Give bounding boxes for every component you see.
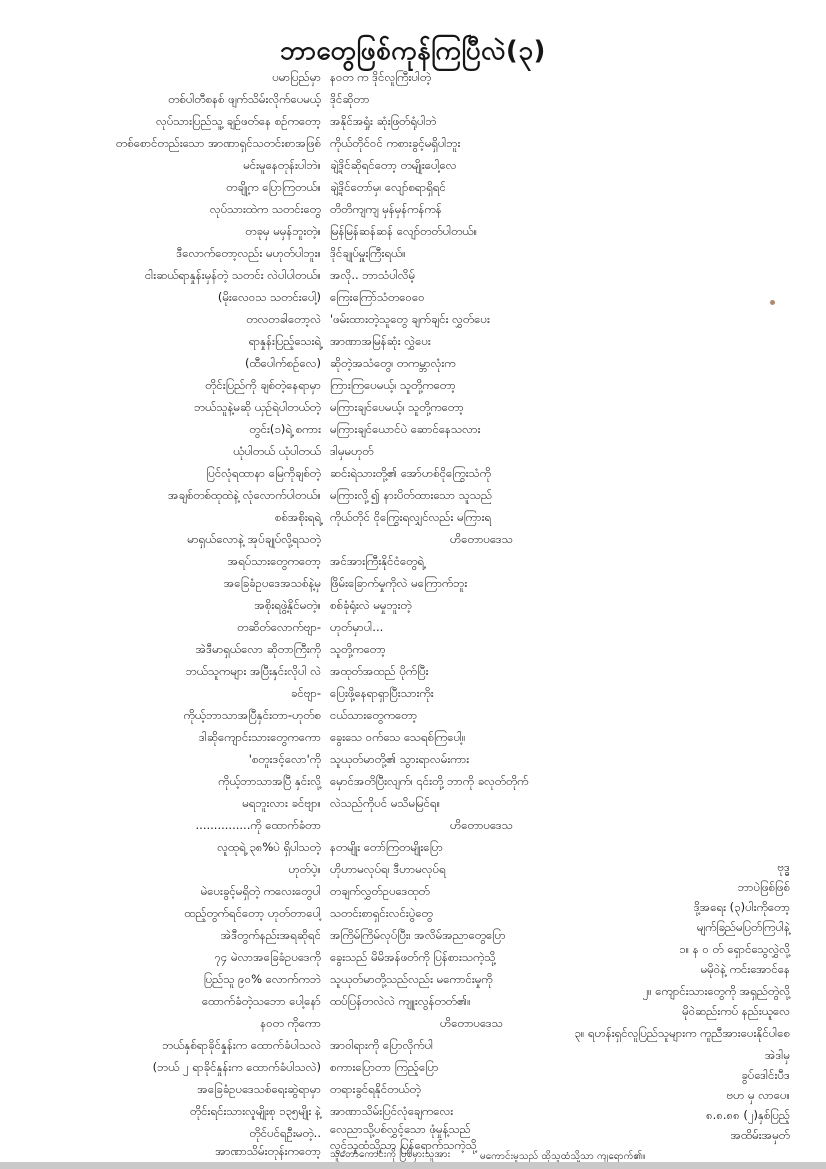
left-line: ...............ကို ထောက်ခံတာ (195, 818, 321, 832)
middle-line: လေညာသို့ပစ်လွှင့်သော ဖုံမှုန့်သည် (330, 1122, 471, 1136)
left-line: ပြည်သူ ၉၀% လောက်ကဘဲ (203, 972, 321, 986)
left-line: (ဘယ် ၂ ရာခိုင်နှုန်းက ထောက်ခံပါသလဲ) (152, 1060, 321, 1074)
right-line: မိုဝဲဆည်းကပ် နည်းယူလေ (682, 1004, 790, 1018)
left-line: ထည့်တွက်ရင်တော့ ဟုတ်တာပေါ့ (184, 906, 321, 920)
right-line: မျက်ခြည်မပြတ်ကြပါနဲ့ (696, 920, 790, 934)
middle-line: မကောင်းမှုသည် ထိုသူထံသို့သာ ကျရောက်၏။ (480, 1151, 646, 1162)
middle-line: သူယုတ်မာတို့၏ သွားရာလမ်းကား (330, 752, 470, 766)
middle-line: 'ဖမ်းထားတဲ့သူတွေ ချက်ချင်း လွှတ်ပေး (330, 312, 490, 326)
middle-line: အနိုင်အရှုံး ဆုံးဖြတ်ရုံပါဘဲ (330, 114, 437, 128)
middle-line: ကြေးကြော်သံတဝေဝေ (330, 290, 425, 304)
middle-line: မကြားလို့၍ နားပိတ်ထားသော သူသည် (330, 488, 493, 502)
left-line: ယုံပါတယ် ယုံပါတယ် (233, 444, 321, 458)
right-line: ဗဟ မှ လာပေ။ (726, 1088, 790, 1102)
page-title: ဘာတွေဖြစ်ကုန်ကြပြီလဲ(၃) (280, 36, 546, 66)
left-line: တစ်စောင်တည်းသော အာဏာရှင်သတင်းစာအဖြစ် (116, 136, 321, 150)
middle-line: လဲသည်ကိုပင် မသိမမြင်ရ။ (330, 796, 441, 810)
left-line: ကိုယ့်ဘာသာအပြီနှင်းတာ-ဟုတ်စ (183, 708, 321, 722)
middle-line: သူတော်ကောင်းကို ပြစ်မှားသူအား (330, 1149, 451, 1160)
middle-line: ဆိုတဲ့အသံတွေ၊ တကမ္ဘာလုံးက (330, 356, 456, 370)
middle-line: တချက်လွှတ်ဥပဒေထုတ် (330, 884, 430, 898)
middle-line: ဒိုင်ဆိုတာ (330, 92, 370, 106)
left-line: တဆိတ်လောက်ဗျာ- (237, 620, 321, 634)
left-line: အချစ်တစ်ထုထဲနဲ့ လုံလောက်ပါတယ်။ (168, 488, 321, 502)
middle-line: ချဲ့ဒိုင်ဆိုရင်တော့ တမျိုးပေါ့လေ (330, 158, 457, 172)
left-line: တွင်း(၁)ရဲ့ စကား (249, 422, 321, 436)
left-line: လုပ်သားထဲက သတင်းတွေ (209, 202, 321, 216)
middle-line: ကိုယ်တိုင်ဝင် ကစားခွင့်မရှိပါဘူး (330, 136, 461, 150)
right-line: ၂။ ကျောင်းသားတွေကို အရှည်တွဲလို့ (642, 984, 790, 998)
right-line: အဲဒါမှ (764, 1048, 790, 1062)
left-line: မရဘူးလား ခင်ဗျာ။ (242, 796, 321, 810)
left-line: (မိုးလေဝသ သတင်းပေါ့) (217, 290, 321, 304)
left-line: တချို့က ပြောကြတယ်။ (226, 180, 321, 194)
left-line: အစိုးရဖွဲ့နိုင်မတဲ့။ (254, 598, 321, 612)
middle-line: လွင့်သူထံသို့သာ ပြန်ရောက်သကဲ့သို့ (330, 1138, 477, 1152)
left-line: ကိုယ့်ဘာသာအပြီ နှင်းလို့ (218, 774, 321, 788)
middle-line: မကြားချင်ပေမယ့်၊ သူတို့ကတော့ (330, 400, 464, 414)
left-line: စစ်အစိုးရရဲ့ (274, 510, 321, 524)
right-column (470, 0, 790, 1169)
middle-line: စကားပြောတာ ကြည့်ပြော (330, 1060, 439, 1074)
left-line: ဒီလောက်တော့လည်း မဟုတ်ပါဘူး။ (176, 246, 321, 260)
left-line: အဲဒီတွက်နည်းအရဆိုရင် (220, 928, 321, 942)
left-line: တလတခါတော့လဲ (246, 312, 321, 326)
left-line: တိုင်းရင်းသားလူမျိုးစု ၁၃၅မျိုး နဲ့ (189, 1104, 321, 1118)
left-line: အခြေခံဥပဒေသစ်ရေးဆွဲရာမှာ (197, 1082, 321, 1096)
middle-line: မြန်မြန်ဆန်ဆန် လျော်တတ်ပါတယ်။ (330, 224, 478, 238)
middle-line: ချဲ့ဒိုင်တော်မှ၊ လျော်စရာရှိရင် (330, 180, 446, 194)
paper-mark (770, 300, 775, 305)
left-line: တခုမှ မမှန်ဘူးတဲ့။ (245, 224, 321, 238)
middle-line: သတင်းစာရှင်းလင်းပွဲတွေ (330, 906, 433, 920)
middle-line: ဒိုင်ချုပ်မှူးကြီးရယ်။ (330, 246, 406, 260)
middle-line: အာဏာအမြန်ဆုံး လွှဲပေး (330, 334, 431, 348)
left-line: ၇၄ မဲလာအခြေခံဥပဒေကို (214, 950, 321, 964)
middle-line: ခွေးသေ ဝက်သေ သေရစ်ကြပေါ့။ (330, 730, 466, 744)
left-line: ဒါဆိုကျောင်းသားတွေကကော (198, 730, 321, 744)
middle-line: ထပ်ပြန်တလဲလဲ ကျူးလွန်တတ်၏။ (330, 994, 471, 1008)
left-line: ပမာပြည်မှာ (272, 70, 321, 84)
left-line: အခြေခံဥပဒေအသစ်နဲ့မှ (223, 576, 321, 590)
middle-line: မကြားချင်ယောင်ပဲ ဆောင်နေသလား (330, 422, 481, 436)
left-column (40, 0, 321, 1169)
left-line: ဟုတ်ပဲ့။ (288, 862, 321, 876)
middle-line: သူယုတ်မာတို့သည်လည်း မကောင်းမှုကို (330, 972, 493, 986)
middle-line: အလို.. ဘာသံပါလိမ့် (330, 268, 416, 282)
left-line: မဲပေးခွင့်မရှိတဲ့ ကလေးတွေပါ (200, 884, 321, 898)
left-line: ဘယ်သူနဲ့မဆို ယှဥ်ရဲပါတယ်တဲ့ (194, 400, 321, 414)
middle-line: စစ်ခုံရုံးလဲ မမှုဘူးတဲ့ (330, 598, 412, 612)
right-line: ၁။ န ၀ တ် ရှောင်သွေလွှဲလို့ (679, 942, 790, 956)
left-line: ဘယ်သူကများ အပြီးနှင်းလိုပါ လဲ (185, 664, 321, 678)
middle-line: ပြေးဖို့နေရာရှာပြီးသားကိုး (330, 686, 434, 700)
left-line: ရာနှုန်းပြည့်သေးရဲ့ (248, 334, 321, 348)
middle-line: ဆင်းရဲသားတို့၏ အော်ဟစ်ငိုကြွေးသံကို (330, 466, 492, 480)
right-line: ခွပ်ဒေါင်းပီဒ (741, 1068, 790, 1082)
middle-line: အင်အားကြီးနိုင်ငံတွေရဲ့ (330, 554, 424, 568)
middle-line: မှောင်အတိပြီးလျက်၊ ၎င်းတို့ ဘာကို ခလုတ်တိုက် (330, 774, 529, 788)
left-line: တစ်ပါတီစနစ် ဖျက်သိမ်းလိုက်ပေမယ့် (168, 92, 321, 106)
middle-line: ဖြိမ်းခြောက်မှုကိုလဲ မကြောက်ဘူး (330, 576, 468, 590)
middle-line: တိတိကျကျ မှန်မှန်ကန်ကန် (330, 202, 442, 216)
middle-line: ဟိုဟာမလုပ်ရ၊ ဒီဟာမလုပ်ရ (330, 862, 446, 876)
left-line: ပြင်လုံရထာနာ မြေကိုချစ်တဲ့ (206, 466, 321, 480)
middle-line: အထုတ်အထည် ပိုက်ပြီး (330, 664, 429, 678)
right-line: ဘာပဲဖြစ်ဖြစ် (737, 880, 790, 894)
left-line: ထောက်ခံတဲ့သဘော ပေါ့နော် (201, 994, 321, 1008)
left-line: အာဏာသိမ်းတုန်းကတော့ (215, 1144, 321, 1158)
middle-line: ကြားကြပေမယ့်၊ သူတို့ကတော့ (330, 378, 456, 392)
middle-line: ဟုတ်မှာပါ... (330, 620, 384, 634)
quote-source: ဟိတောပဒေသ (440, 1016, 503, 1030)
date-line: ၈.၈.၈၈ (၂)နှစ်ပြည့် (706, 1108, 790, 1122)
middle-line: အကြိမ်ကြိမ်လုပ်ပြီး၊ အလိမ်အညာတွေပြော (330, 928, 506, 942)
left-line: 'စတူးဒင့်လော'ကို (248, 752, 321, 766)
middle-line: အာဝါရားကို ပြောလိုက်ပါ (330, 1038, 434, 1052)
left-line: တိုင်းပြည်ကို ချစ်တဲ့နေရာမှာ (205, 378, 321, 392)
left-line: တိုင်ပင်ရဦးမတဲ့.. (249, 1126, 321, 1140)
left-line: ဘယ်နှစ်ရာခိုင်နှုန်းက ထောက်ခံပါသလဲ (162, 1038, 321, 1052)
middle-line: တရားခွင်ရနိုင်တယ်တဲ့ (330, 1082, 421, 1096)
right-line: မမိုဝဲနဲ့ ကင်းအောင်နေ (700, 962, 790, 976)
middle-line: ဒါမှမဟုတ် (330, 444, 374, 458)
middle-line: ငယ်သားတွေကတော့ (330, 708, 418, 722)
left-line: အဲဒီမာရှယ်လော ဆိုတာကြီးကို (195, 642, 321, 656)
right-line: ဒို့အရေး (၃)ပါးကိုတော့ (693, 900, 790, 914)
left-line: နဝတ ကိုကော (260, 1016, 321, 1030)
middle-line: အာဏာသိမ်းပြင်လုံချေကလေး (330, 1104, 454, 1118)
left-line: (ထီပေါက်စဥ်လေ) (244, 356, 321, 370)
page-bottom-edge (0, 1162, 826, 1169)
middle-line: သူတို့ကတော့ (330, 642, 386, 656)
left-line: ခင်ဗျာ- (290, 686, 321, 700)
middle-line: ခွေးသည် မိမိအန်ဖတ်ကို ပြန်စားသကဲ့သို့ (330, 950, 496, 964)
middle-line: ကိုယ်တိုင် ငိုကြွေးရလျှင်လည်း မကြားရ (330, 510, 492, 524)
quote-source: ဟိတောပဒေသ (450, 818, 513, 832)
left-line: မင်းမူနေတုန်းပါဘဲ။ (243, 158, 321, 172)
middle-line: နဝတ က ဒိုင်လူကြီးပါတဲ့ (330, 70, 432, 84)
left-line: လူထုရဲ့ ၃၈%ပဲ ရှိပါသတဲ့ (217, 840, 321, 854)
left-line: ငါးဆယ်ရာနှုန်းမှန်တဲ့ သတင်း လဲပါပါတယ်။ (144, 268, 321, 282)
quote-source: ဟိတောပဒေသ (450, 532, 513, 546)
left-line: အရပ်သားတွေကတော့ (227, 554, 321, 568)
right-line: ၃။ ရဟန်းရှင်လူပြည်သူများက ကူညီအားပေးနိုင်ပါစေ (574, 1026, 790, 1040)
right-line: ဗုဒ္ဓ (777, 860, 790, 874)
left-line: လုပ်သားပြည်သူ့ ချဥ်ဖတ်နေ စဥ်ကတော့ (155, 114, 321, 128)
left-line: မာရှယ်လောနဲ့ အုပ်ချုပ်လို့ရသတဲ့ (187, 532, 321, 546)
middle-line: နတမျိုး တော်ကြတမျိုးပြော (330, 840, 443, 854)
commemoration-line: အထိမ်းအမှတ် (730, 1128, 790, 1142)
